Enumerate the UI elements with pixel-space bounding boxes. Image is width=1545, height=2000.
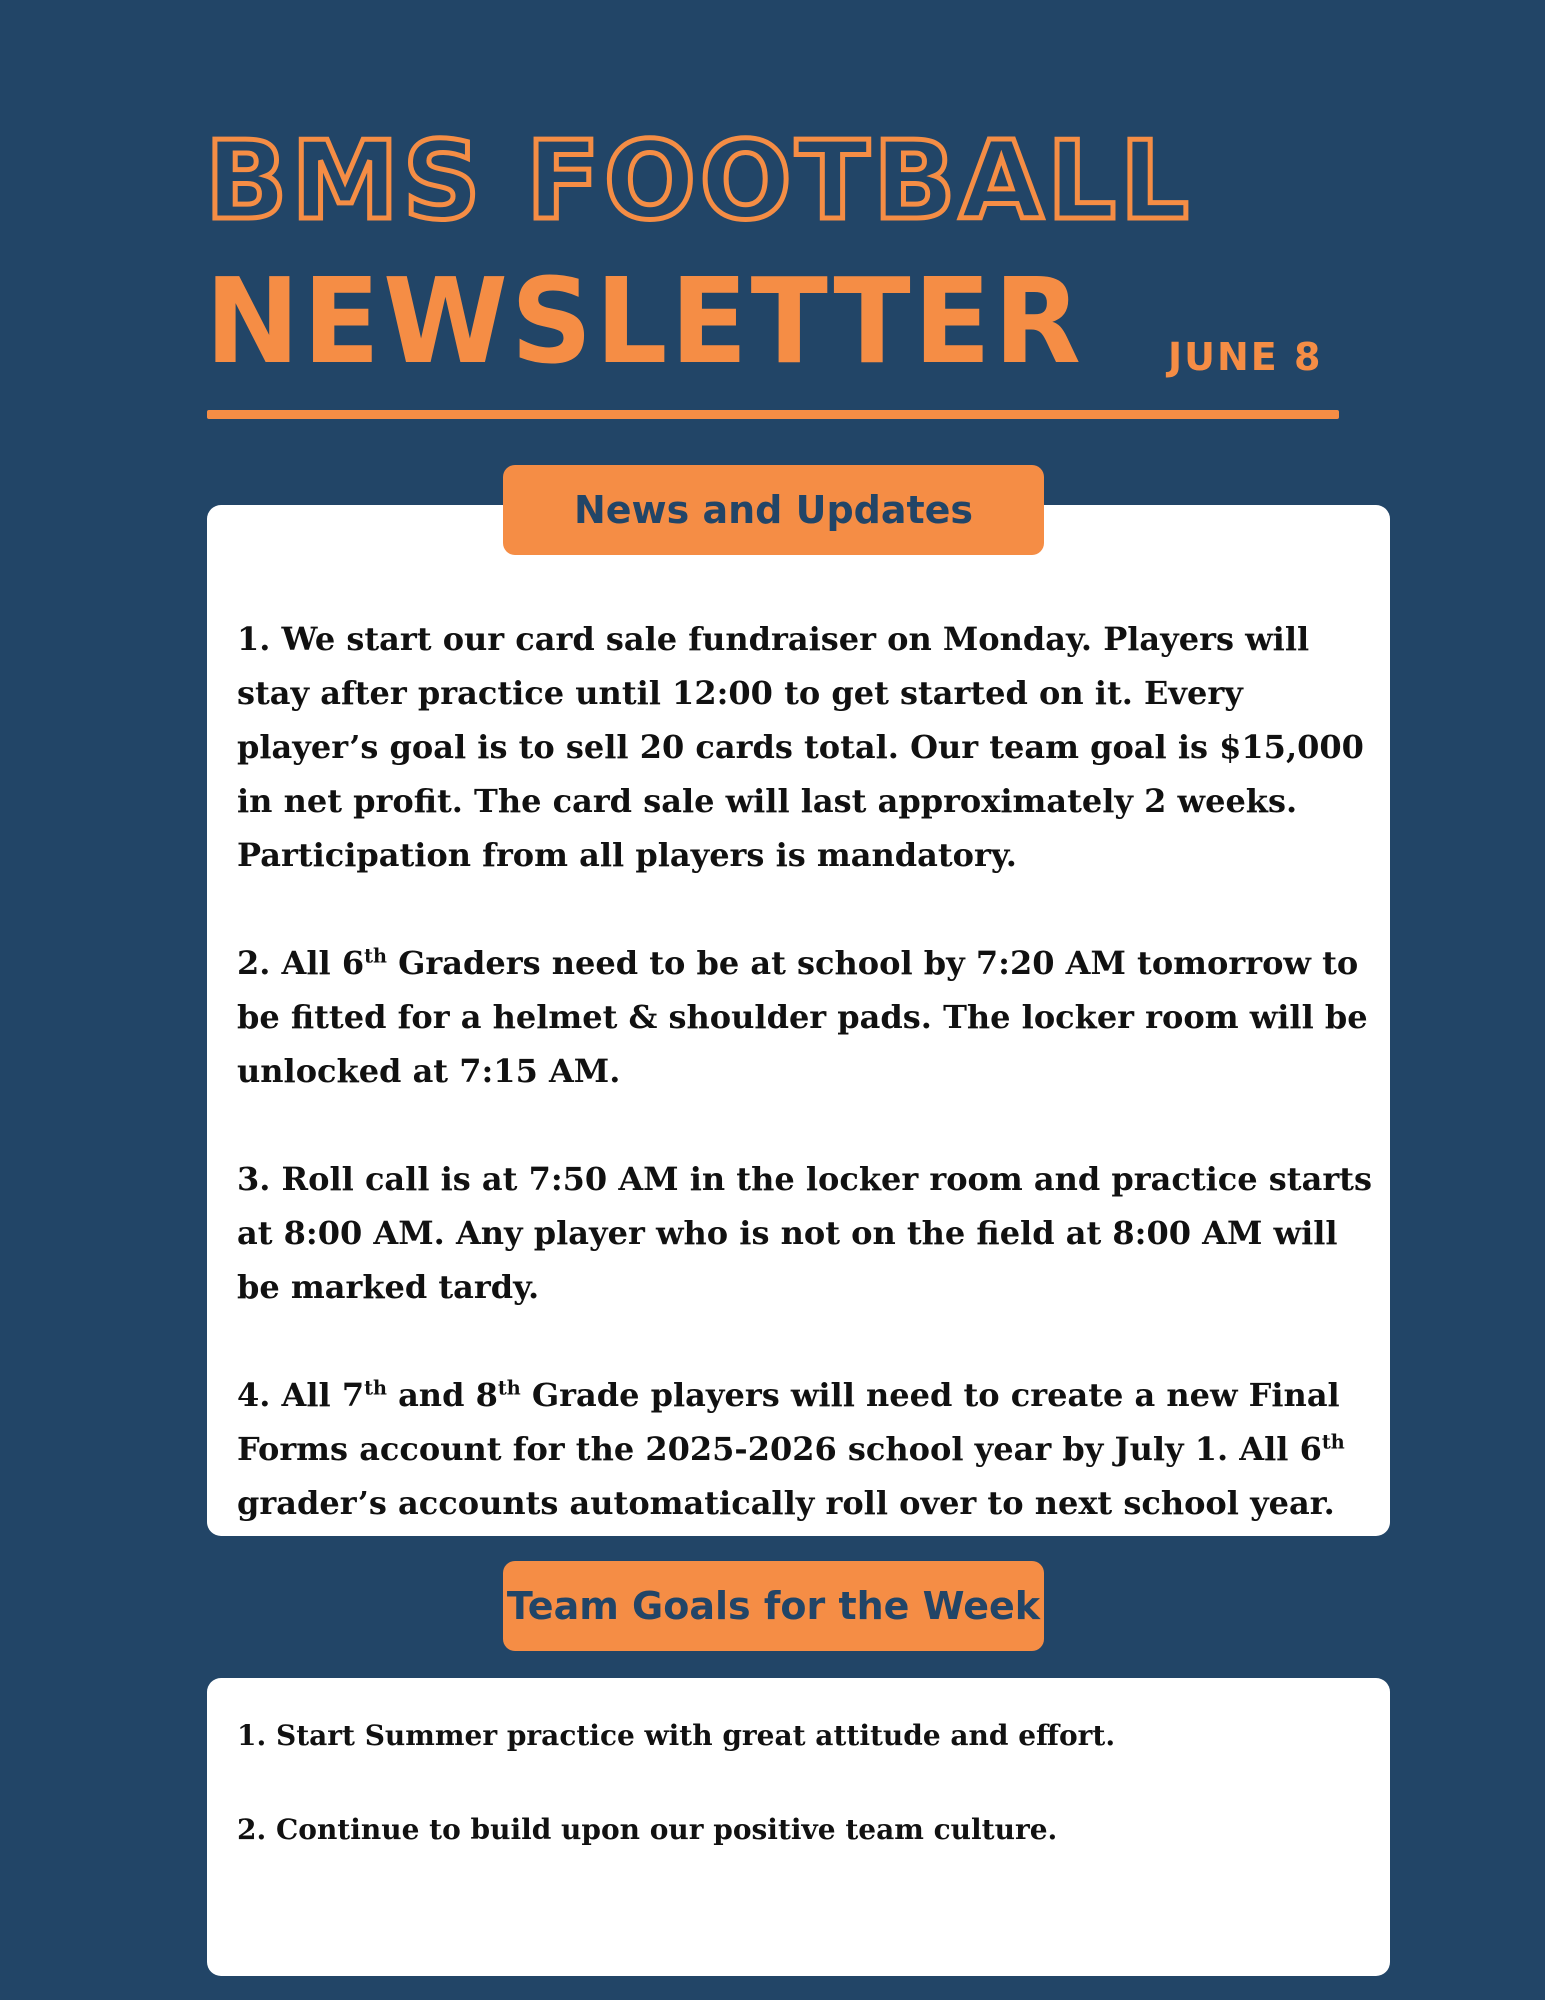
goals-heading: Team Goals for the Week <box>503 1561 1044 1651</box>
news-item-1: 1. We start our card sale fundraiser on Monday. Players will stay after practice until 12:00 to get started on it. Every player’s goal is to sell 20 cards total. Our team goal is $15,000 in net profit. The card sale will last approximately 2 weeks. Participation from all players is mandatory. <box>237 620 1364 874</box>
news-heading: News and Updates <box>503 465 1044 555</box>
news-item-4: 4. All 7th and 8th Grade players will need to create a new Final Forms account for the 2025-2026 school year by July 1. All 6th grader’s accounts automatically roll over to next school year. <box>237 1376 1345 1522</box>
newsletter-date: JUNE 8 <box>1168 335 1323 379</box>
goal-item-1: 1. Start Summer practice with great attitude and effort. <box>237 1719 1116 1752</box>
news-list <box>237 612 1372 1584</box>
news-item-2: 2. All 6th Graders need to be at school by 7:20 AM tomorrow to be fitted for a helmet & shoulder pads. The locker room will be unlocked at 7:15 AM. <box>237 944 1368 1090</box>
title-bms-football: BMS FOOTBALL <box>205 119 1193 244</box>
title-newsletter: NEWSLETTER <box>205 252 1084 390</box>
goal-item-2: 2. Continue to build upon our positive team culture. <box>237 1813 1058 1846</box>
goals-list <box>237 1715 1372 1903</box>
news-item-3: 3. Roll call is at 7:50 AM in the locker room and practice starts at 8:00 AM. Any player who is not on the field at 8:00 AM will be marked tardy. <box>237 1160 1372 1306</box>
header-divider <box>207 410 1339 419</box>
